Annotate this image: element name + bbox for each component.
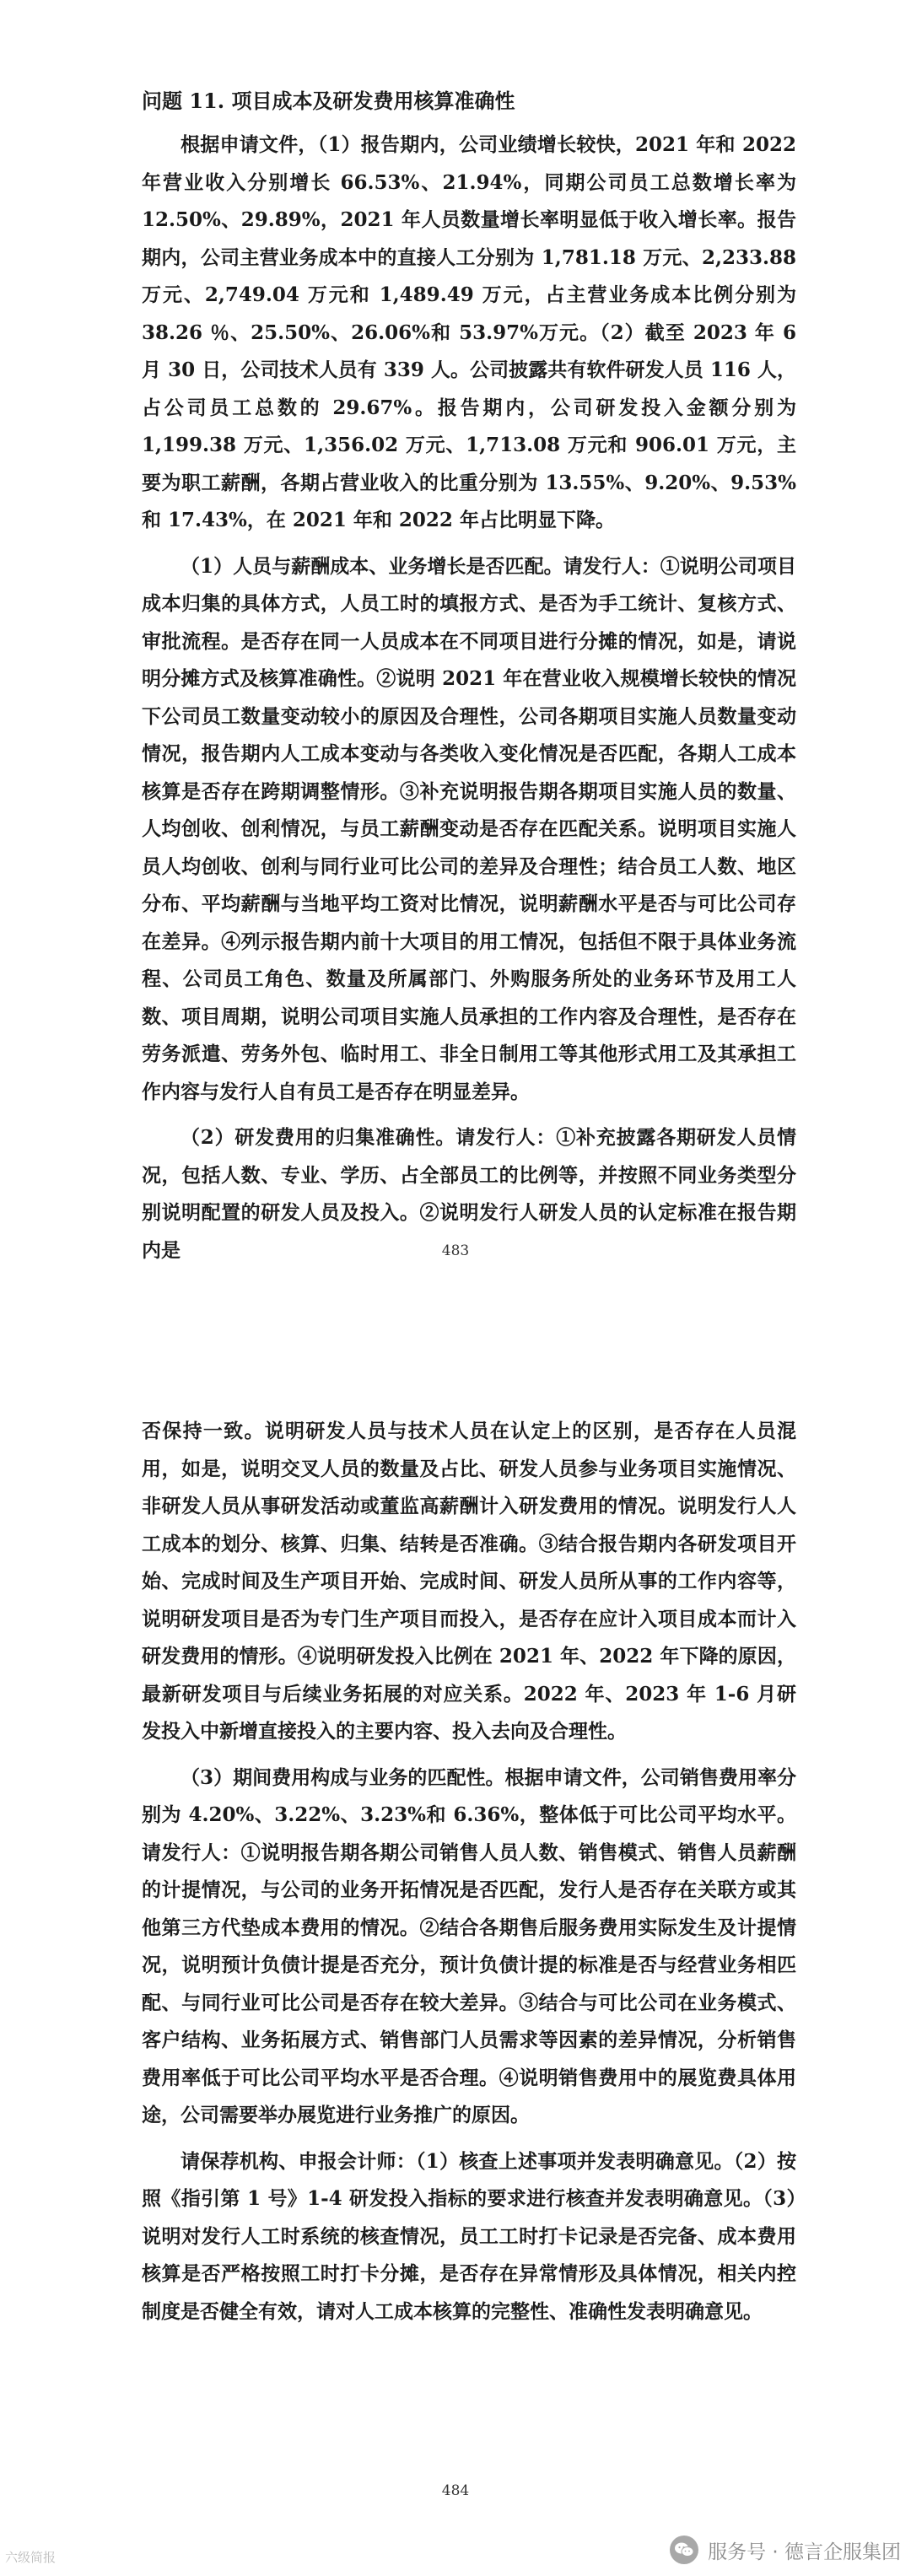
page-483-body (142, 84, 796, 1269)
left-brand-watermark: 六级简报 (5, 2550, 57, 2565)
watermark-brand (669, 2535, 901, 2565)
paragraph-item-1-personnel: （1）人员与薪酬成本、业务增长是否匹配。请发行人：①说明公司项目成本归集的具体方式，人员工时的填报方式、是否为手工统计、复核方式、审批流程。是否存在同一人员成本在不同项目进行分摊的情况，如是，请说明分摊方式及核算准确性。②说明 2021 年在营业收入规模增长较快的情况下公司员工数量变动较小的原因及合理性，公司各期项目实施人员数量变动情况，报告期内人工成本变动与各类收入变化情况是否匹配，各期人工成本核算是否存在跨期调整情形。③补充说明报告期各期项目实施人员的数量、人均创收、创利情况，与员工薪酬变动是否存在匹配关系。说明项目实施人员人均创收、创利与同行业可比公司的差异及合理性；结合员工人数、地区分布、平均薪酬与当地平均工资对比情况，说明薪酬水平是否与可比公司存在差异。④列示报告期内前十大项目的用工情况，包括但不限于具体业务流程、公司员工角色、数量及所属部门、外购服务所处的业务环节及用工人数、项目周期，说明公司项目实施人员承担的工作内容及合理性，是否存在劳务派遣、劳务外包、临时用工、非全日制用工等其他形式用工及其承担工作内容与发行人自有员工是否存在明显差异。 (142, 554, 796, 1103)
paragraph-item-2-rd-expense: （2）研发费用的归集准确性。请发行人：①补充披露各期研发人员情况，包括人数、专业、学历、占全部员工的比例等，并按照不同业务类型分别说明配置的研发人员及投入。②说明发行人研发人员的认定标准在报告期内是 (142, 1126, 796, 1262)
paragraph-background: 根据申请文件，（1）报告期内，公司业绩增长较快，2021 年和 2022 年营业收入分别增长 66.53%、21.94%，同期公司员工总数增长率为 12.50%、29.89%，2021 年人员数量增长率明显低于收入增长率。报告期内，公司主营业务成本中的直接人工分别为 1,781.18 万元、2,233.88 万元、2,749.04 万元和 1,489.49 万元，占主营业务成本比例分别为 38.26 ％、25.50%、26.06%和 53.97%万元。（2）截至 2023 年 6 月 30 日，公司技术人员有 339 人。公司披露共有软件研发人员 116 人，占公司员工总数的 29.67%。报告期内，公司研发投入金额分别为 1,199.38 万元、1,356.02 万元、1,713.08 万元和 906.01 万元，主要为职工薪酬，各期占营业收入的比重分别为 13.55%、9.20%、9.53%和 17.43%，在 2021 年和 2022 年占比明显下降。 (142, 133, 796, 531)
page-number: 483 (441, 1242, 470, 1259)
document-page-483 (0, 0, 911, 1286)
question-heading: 问题 11. 项目成本及研发费用核算准确性 (142, 89, 515, 113)
wechat-icon (669, 2535, 699, 2565)
paragraph-item-3-period-expense: （3）期间费用构成与业务的匹配性。根据申请文件，公司销售费用率分别为 4.20%、3.22%、3.23%和 6.36%，整体低于可比公司平均水平。请发行人：①说明报告期各期公司销售人员人数、销售模式、销售人员薪酬的计提情况，与公司的业务开拓情况是否匹配，发行人是否存在关联方或其他第三方代垫成本费用的情况。②结合各期售后服务费用实际发生及计提情况，说明预计负债计提是否充分，预计负债计提的标准是否与经营业务相匹配、与同行业可比公司是否存在较大差异。③结合与可比公司在业务模式、客户结构、业务拓展方式、销售部门人员需求等因素的差异情况，分析销售费用率低于可比公司平均水平是否合理。④说明销售费用中的展览费具体用途，公司需要举办展览进行业务推广的原因。 (142, 1765, 796, 2126)
page-484-body (142, 1413, 796, 2331)
page-number: 484 (441, 2482, 470, 2499)
document-page-484 (0, 1286, 911, 2576)
watermark-footer (0, 2531, 911, 2576)
watermark-text: 服务号 · 德言企服集团 (708, 2541, 901, 2563)
paragraph-continued: 否保持一致。说明研发人员与技术人员在认定上的区别，是否存在人员混用，如是，说明交叉人员的数量及占比、研发人员参与业务项目实施情况、非研发人员从事研发活动或董监高薪酬计入研发费用的情况。说明发行人人工成本的划分、核算、归集、结转是否准确。③结合报告期内各研发项目开始、完成时间及生产项目开始、完成时间、研发人员所从事的工作内容等，说明研发项目是否为专门生产项目而投入，是否存在应计入项目成本而计入研发费用的情形。④说明研发投入比例在 2021 年、2022 年下降的原因，最新研发项目与后续业务拓展的对应关系。2022 年、2023 年 1-6 月研发投入中新增直接投入的主要内容、投入去向及合理性。 (142, 1420, 796, 1743)
paragraph-sponsor-request: 请保荐机构、申报会计师：（1）核查上述事项并发表明确意见。（2）按照《指引第 1 号》1-4 研发投入指标的要求进行核查并发表明确意见。（3）说明对发行人工时系统的核查情况，员工工时打卡记录是否完备、成本费用核算是否严格按照工时打卡分摊，是否存在异常情形及具体情况，相关内控制度是否健全有效，请对人工成本核算的完整性、准确性发表明确意见。 (142, 2149, 796, 2323)
